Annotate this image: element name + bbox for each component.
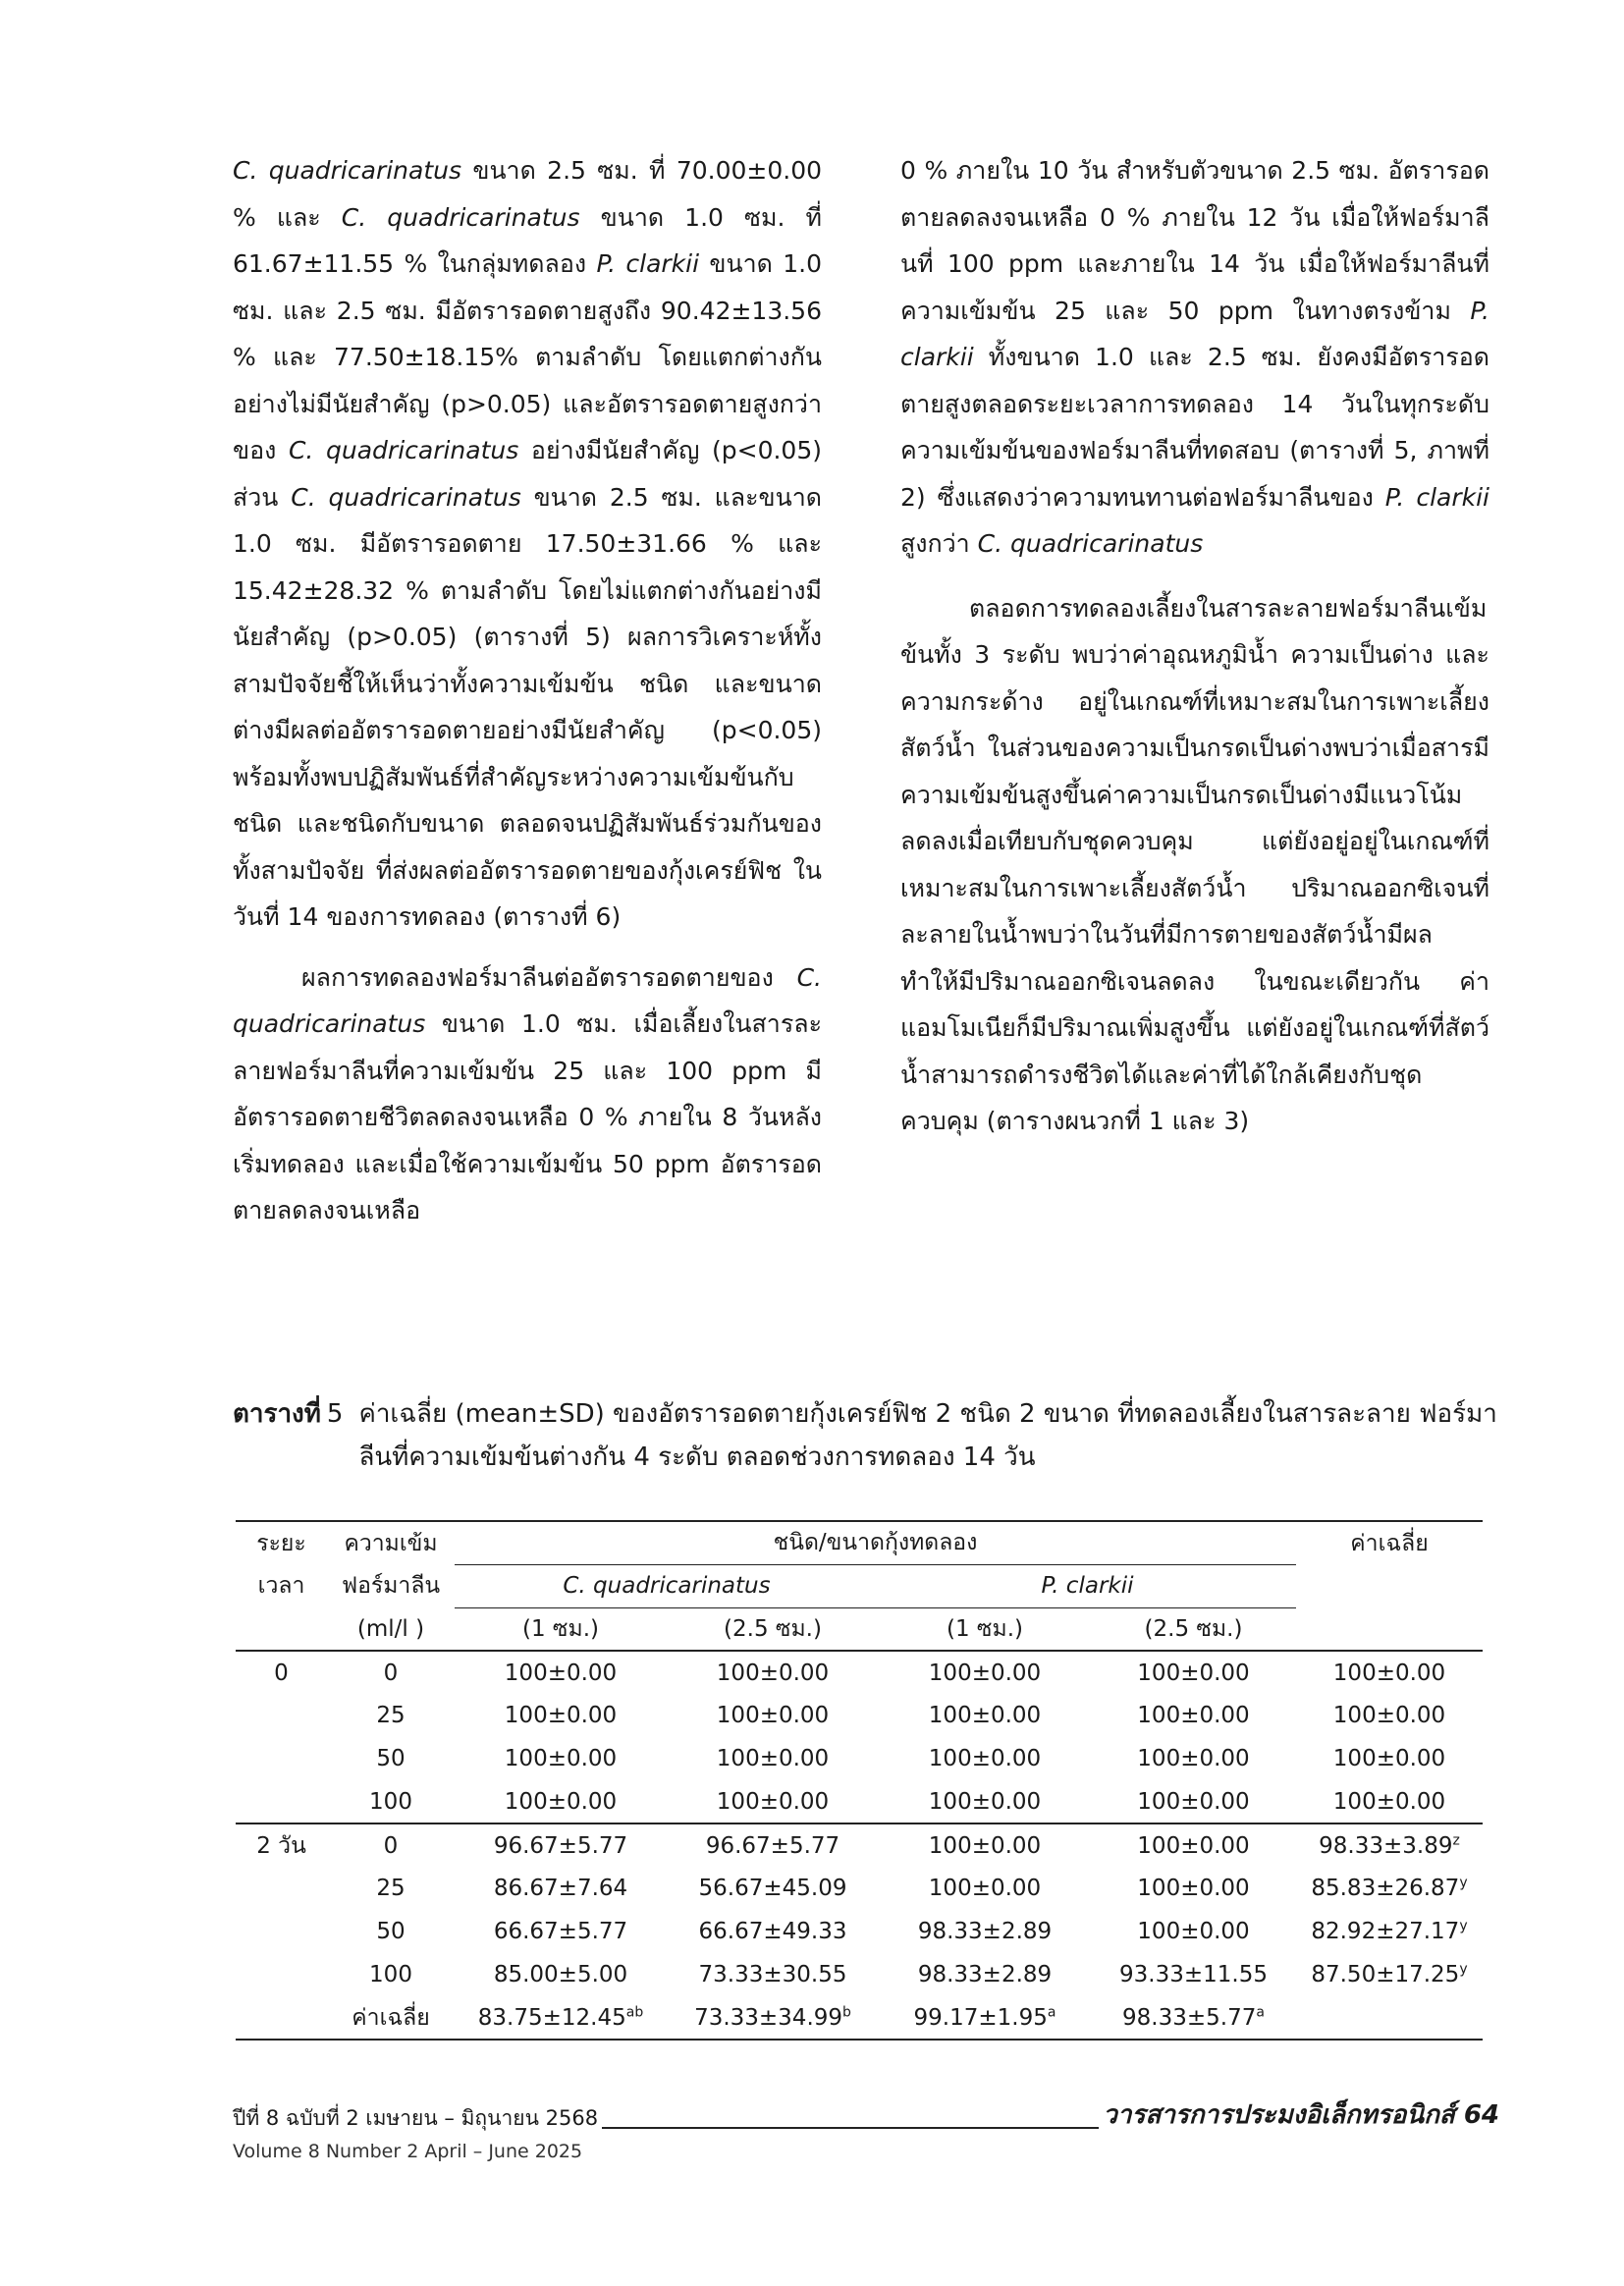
cell-concentration: 100 — [327, 1780, 455, 1823]
cell-value: 66.67±49.33 — [698, 1919, 847, 1944]
cell-mean — [1296, 1910, 1483, 1953]
table-row — [236, 1867, 1483, 1910]
cell-period — [236, 1737, 327, 1780]
species-name: P. clarkii — [1041, 1573, 1134, 1599]
cell-value: 100±0.00 — [455, 1780, 667, 1823]
table-caption — [233, 1392, 1499, 1479]
cell-mean — [1296, 1867, 1483, 1910]
cell-value: 100±0.00 — [928, 1876, 1042, 1901]
header-conc-unit: (ml/l ) — [327, 1607, 455, 1651]
cell-value: 100±0.00 — [928, 1746, 1042, 1771]
cell-value — [1091, 1996, 1296, 2040]
mean-value: 87.50±17.25 — [1311, 1962, 1460, 1987]
significance-letter: z — [1452, 1831, 1460, 1848]
cell-period: 0 — [274, 1660, 289, 1686]
significance-letter: ab — [625, 2003, 644, 2020]
footer-journal — [1103, 2095, 1499, 2135]
cell-value: 100±0.00 — [716, 1660, 830, 1686]
table-row — [236, 1953, 1483, 1996]
cell-mean: 100±0.00 — [1332, 1703, 1446, 1728]
cell-period — [236, 1694, 327, 1737]
caption-label: ตารางที่ — [233, 1399, 321, 1429]
cell-value: 98.33±2.89 — [917, 1919, 1053, 1944]
significance-letter: a — [1256, 2003, 1265, 2020]
cell-period — [236, 1996, 327, 2040]
cell-value: 100±0.00 — [1137, 1832, 1250, 1859]
text-run: ผลการทดลองฟอร์มาลีนต่ออัตรารอดตายของ — [301, 962, 797, 992]
left-column — [233, 147, 822, 1234]
cell-concentration: 50 — [376, 1746, 406, 1771]
header-species-1 — [455, 1564, 879, 1607]
cell-value: 56.67±45.09 — [698, 1876, 847, 1901]
cell-period — [236, 1780, 327, 1823]
cell-value: 100±0.00 — [928, 1832, 1042, 1859]
mean-value: 99.17±1.95 — [913, 2004, 1048, 2031]
mean-value: 85.83±26.87 — [1311, 1876, 1460, 1901]
text-run: 0 % ภายใน 10 วัน สำหรับตัวขนาด 2.5 ซม. อัตรารอดตายลดลงจนเหลือ 0 % ภายใน 12 วัน เมื่อให้ฟอร์มาลีนที่ 100 ppm และภายใน 14 วัน เมื่อให้ฟอร์มาลีนที่ความเข้มข้น 25 และ 50 ppm ในทางตรงข้าม — [900, 156, 1489, 325]
cell-value: 100±0.00 — [1137, 1876, 1250, 1901]
cell-concentration: 25 — [376, 1876, 406, 1901]
cell-value: 93.33±11.55 — [1119, 1962, 1268, 1987]
species-name: C. quadricarinatus — [291, 482, 521, 512]
mean-value: 83.75±12.45 — [477, 2004, 626, 2031]
text-run: ขนาด 1.0 ซม. และ 2.5 ซม. มีอัตรารอดตายสูงถึง 90.42±13.56 % และ 77.50±18.15% ตามลำดับ โดยแตกต่างกันอย่างไม่มีนัยสำคัญ (p>0.05) และอัตรารอดตายสูงกว่าของ — [233, 249, 822, 464]
caption-number: 5 — [326, 1399, 344, 1429]
cell-value: 100±0.00 — [667, 1780, 879, 1823]
cell-value: 98.33±2.89 — [917, 1962, 1053, 1987]
header-concentration: ความเข้ม — [327, 1521, 455, 1564]
text-run: ขนาด 2.5 ซม. ที่ 70.00±0.00 % และ — [233, 156, 823, 232]
cell-period — [236, 1867, 327, 1910]
cell-value: 100±0.00 — [1091, 1780, 1296, 1823]
cell-mean — [1296, 1953, 1483, 1996]
cell-concentration: 0 — [383, 1832, 399, 1859]
species-name: C. quadricarinatus — [977, 529, 1204, 558]
species-name: P. clarkii — [900, 296, 1489, 371]
right-paragraph-1 — [900, 147, 1489, 568]
cell-concentration: 100 — [369, 1962, 412, 1987]
text-run: ขนาด 1.0 ซม. เมื่อเลี้ยงในสารละลายฟอร์มาลีนที่ความเข้มข้น 25 และ 100 ppm มีอัตรารอดตายชีวิตลดลงจนเหลือ 0 % ภายใน 8 วันหลังเริ่มทดลอง และเมื่อใช้ความเข้มข้น 50 ppm อัตรารอดตายลดลงจนเหลือ — [233, 1009, 822, 1225]
header-size-3: (1 ซม.) — [879, 1607, 1091, 1651]
cell-value: 100±0.00 — [1137, 1746, 1250, 1771]
header-period: ระยะ — [236, 1521, 327, 1564]
species-name: C. quadricarinatus — [341, 202, 580, 232]
cell-mean: 100±0.00 — [1296, 1780, 1483, 1823]
table-row — [236, 1694, 1483, 1737]
cell-value: 85.00±5.00 — [493, 1962, 628, 1987]
cell-value — [667, 1996, 879, 2040]
header-period-line2: เวลา — [257, 1573, 305, 1599]
header-empty — [1296, 1564, 1483, 1607]
cell-value: 100±0.00 — [504, 1660, 618, 1686]
cell-value: 96.67±5.77 — [705, 1832, 840, 1859]
survival-table — [236, 1520, 1483, 2041]
species-name: C. quadricarinatus — [288, 436, 519, 464]
mean-value: 98.33±5.77 — [1122, 2004, 1257, 2031]
cell-period: 2 วัน — [256, 1832, 306, 1859]
significance-letter: y — [1459, 1875, 1468, 1891]
footer-rule — [602, 2127, 1099, 2129]
table-row — [236, 1823, 1483, 1867]
significance-letter: y — [1459, 1961, 1468, 1978]
table-row — [236, 1737, 1483, 1780]
header-empty — [1296, 1607, 1483, 1651]
cell-value: 100±0.00 — [928, 1660, 1042, 1686]
cell-value: 100±0.00 — [1137, 1919, 1250, 1944]
table-row — [236, 1996, 1483, 2040]
text-run: อย่างมีนัยสำคัญ (p<0.05) ส่วน — [233, 436, 823, 512]
cell-concentration: 0 — [383, 1660, 399, 1686]
cell-value: 100±0.00 — [1137, 1703, 1250, 1728]
cell-concentration: 50 — [376, 1919, 406, 1944]
species-name: C. quadricarinatus — [233, 156, 462, 185]
text-run: ขนาด 1.0 ซม. ที่ 61.67±11.55 % ในกลุ่มทดลอง — [233, 202, 822, 278]
table-row — [236, 1780, 1483, 1823]
header-size-1: (1 ซม.) — [455, 1607, 667, 1651]
cell-value — [879, 1996, 1091, 2040]
cell-period — [236, 1953, 327, 1996]
cell-mean: 100±0.00 — [1332, 1660, 1446, 1686]
cell-value: 100±0.00 — [504, 1746, 618, 1771]
cell-value: 100±0.00 — [1137, 1660, 1250, 1686]
cell-mean — [1296, 1823, 1483, 1867]
header-species-group: ชนิด/ขนาดกุ้งทดลอง — [455, 1521, 1296, 1564]
text-run: ขนาด 2.5 ซม. และขนาด 1.0 ซม. มีอัตรารอดตาย 17.50±31.66 % และ 15.42±28.32 % ตามลำดับ โดยไม่แตกต่างกันอย่างมีนัยสำคัญ (p>0.05) (ตารางที่ 5) ผลการวิเคราะห์ทั้งสามปัจจัยชี้ให้เห็นว่าทั้งความเข้มข้น ชนิด และขนาด ต่างมีผลต่ออัตรารอดตายอย่างมีนัยสำคัญ (p<0.05) พร้อมทั้งพบปฏิสัมพันธ์ที่สำคัญระหว่างความเข้มข้นกับชนิด และชนิดกับขนาด ตลอดจนปฏิสัมพันธ์ร่วมกันของทั้งสามปัจจัย ที่ส่งผลต่ออัตรารอดตายของกุ้งเครย์ฟิช ในวันที่ 14 ของการทดลอง (ตารางที่ 6) — [233, 482, 822, 931]
header-species-2 — [879, 1564, 1296, 1607]
cell-value — [455, 1996, 667, 2040]
species-name: P. clarkii — [596, 249, 700, 278]
cell-value: 100±0.00 — [716, 1746, 830, 1771]
right-paragraph-2: ตลอดการทดลองเลี้ยงในสารละลายฟอร์มาลีนเข้มข้นทั้ง 3 ระดับ พบว่าค่าอุณหภูมิน้ำ ความเป็นด่าง และความกระด้าง อยู่ในเกณฑ์ที่เหมาะสมในการเพาะเลี้ยงสัตว์น้ำ ในส่วนของความเป็นกรดเป็นด่างพบว่าเมื่อสารมีความเข้มข้นสูงขึ้นค่าความเป็นกรดเป็นด่างมีแนวโน้มลดลงเมื่อเทียบกับชุดควบคุม แต่ยังอยู่อยู่ในเกณฑ์ที่เหมาะสมในการเพาะเลี้ยงสัตว์น้ำ ปริมาณออกซิเจนที่ละลายในน้ำพบว่าในวันที่มีการตายของสัตว์น้ำมีผลทำให้มีปริมาณออกซิเจนลดลง ในขณะเดียวกัน ค่าแอมโมเนียก็มีปริมาณเพิ่มสูงขึ้น แต่ยังอยู่ในเกณฑ์ที่สัตว์น้ำสามารถดำรงชีวิตได้และค่าที่ได้ใกล้เคียงกับชุดควบคุม (ตารางผนวกที่ 1 และ 3) — [900, 593, 1489, 1135]
significance-letter: y — [1459, 1918, 1468, 1934]
cell-value: 100±0.00 — [504, 1703, 618, 1728]
cell-value: 86.67±7.64 — [493, 1876, 628, 1901]
text-run: ทั้งขนาด 1.0 และ 2.5 ซม. ยังคงมีอัตรารอดตายสูงตลอดระยะเวลาการทดลอง 14 วันในทุกระดับความเข้มข้นของฟอร์มาลีนที่ทดสอบ (ตารางที่ 5, ภาพที่ 2) ซึ่งแสดงว่าความทนทานต่อฟอร์มาลีนของ — [900, 343, 1489, 512]
mean-value: 73.33±34.99 — [694, 2004, 843, 2031]
significance-letter: a — [1047, 2003, 1056, 2020]
header-size-2: (2.5 ซม.) — [667, 1607, 879, 1651]
table-row — [236, 1910, 1483, 1953]
mean-value: 82.92±27.17 — [1311, 1919, 1460, 1944]
species-name: C. quadricarinatus — [563, 1573, 771, 1599]
species-name: P. clarkii — [1384, 482, 1489, 512]
cell-value: 100±0.00 — [879, 1780, 1091, 1823]
cell-concentration: ค่าเฉลี่ย — [327, 1996, 455, 2040]
header-size-4: (2.5 ซม.) — [1091, 1607, 1296, 1651]
header-empty — [236, 1607, 327, 1651]
cell-value: 66.67±5.77 — [493, 1919, 628, 1944]
cell-mean — [1296, 1996, 1483, 2040]
page-number: 64 — [1463, 2100, 1499, 2130]
cell-period — [236, 1910, 327, 1953]
cell-value: 73.33±30.55 — [698, 1962, 847, 1987]
table-row — [236, 1651, 1483, 1694]
header-mean: ค่าเฉลี่ย — [1296, 1521, 1483, 1564]
species-name: C. quadricarinatus — [233, 962, 822, 1038]
significance-letter: b — [842, 2003, 851, 2020]
mean-value: 98.33±3.89 — [1319, 1832, 1453, 1859]
journal-name: วารสารการประมงอิเล็กทรอนิกส์ — [1103, 2100, 1455, 2130]
text-run: สูงกว่า — [900, 529, 978, 558]
page-footer — [233, 2095, 1499, 2162]
left-paragraph-2 — [233, 954, 822, 1234]
right-column — [900, 147, 1489, 1145]
cell-mean: 100±0.00 — [1332, 1746, 1446, 1771]
caption-text: ค่าเฉลี่ย (mean±SD) ของอัตรารอดตายกุ้งเครย์ฟิช 2 ชนิด 2 ขนาด ที่ทดลองเลี้ยงในสารละลาย ฟอร์มาลีนที่ความเข้มข้นต่างกัน 4 ระดับ ตลอดช่วงการทดลอง 14 วัน — [358, 1399, 1497, 1472]
cell-value: 96.67±5.77 — [493, 1832, 628, 1859]
footer-issue: ปีที่ 8 ฉบับที่ 2 เมษายน – มิถุนายน 2568 — [233, 2106, 599, 2130]
left-paragraph-1 — [233, 147, 822, 941]
cell-value: 100±0.00 — [928, 1703, 1042, 1728]
header-concentration-line2: ฟอร์มาลีน — [341, 1573, 441, 1599]
cell-concentration: 25 — [376, 1703, 406, 1728]
footer-volume: Volume 8 Number 2 April – June 2025 — [233, 2141, 583, 2162]
cell-value: 100±0.00 — [716, 1703, 830, 1728]
